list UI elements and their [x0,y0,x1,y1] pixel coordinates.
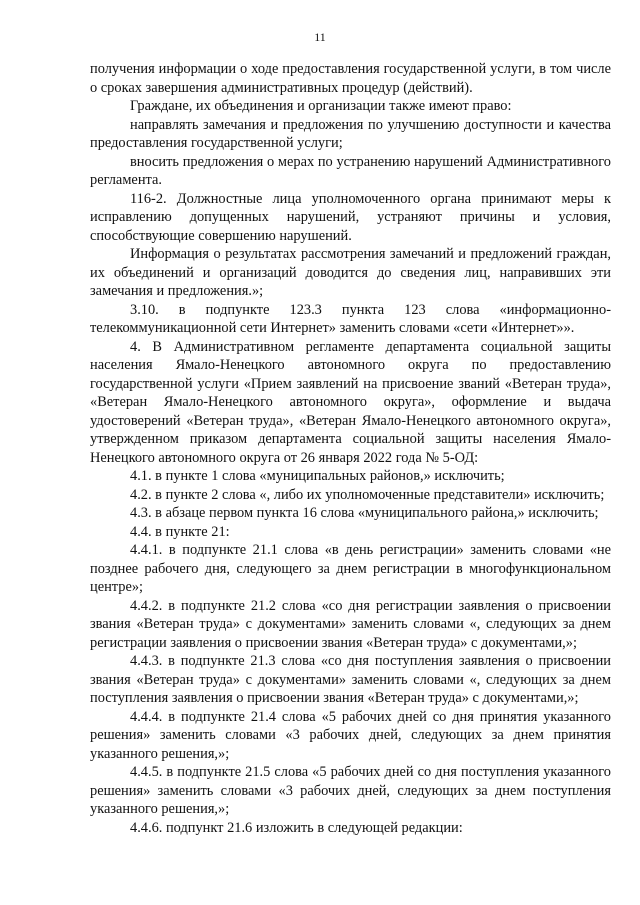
paragraph-4: вносить предложения о мерах по устранению нарушений Административного регламента. [90,153,611,188]
paragraph-11: 4.3. в абзаце первом пункта 16 слова «муниципального района,» исключить; [130,505,599,521]
paragraph-14: 4.4.2. в подпункте 21.2 слова «со дня регистрации заявления о присвоении звания «Ветеран труда» с документами» заменить словами «, следующих за днем регистрации заявления о присвоении звания «Ветеран труда» с документами,»; [90,597,611,651]
paragraph-16: 4.4.4. в подпункте 21.4 слова «5 рабочих дней со дня принятия указанного решения» заменить словами «3 рабочих дней, следующих за днем принятия указанного решения,»; [90,708,611,762]
paragraph-9: 4.1. в пункте 1 слова «муниципальных районов,» исключить; [130,468,505,484]
document-body [90,60,611,837]
paragraph-2: Граждане, их объединения и организации также имеют право: [130,98,512,114]
paragraph-10: 4.2. в пункте 2 слова «, либо их уполномоченные представители» исключить; [130,486,605,503]
paragraph-8: 4. В Административном регламенте департамента социальной защиты населения Ямало-Ненецкого автономного округа по предоставлению государственной услуги «Прием заявлений на присвоение званий «Ветеран труда», «Ветеран Ямало-Ненецкого автономного округа», оформление и выдача удостоверений «Ветеран труда», «Ветеран Ямало-Ненецкого автономного округа», утвержденном приказом департамента социальной защиты населения Ямало-Ненецкого автономного округа от 26 января 2022 года № 5-ОД: [90,338,611,466]
paragraph-1: получения информации о ходе предоставления государственной услуги, в том числе о сроках завершения административных процедур (действий). [90,61,611,96]
paragraph-15: 4.4.3. в подпункте 21.3 слова «со дня поступления заявления о присвоении звания «Ветеран труда» с документами» заменить словами «, следующих за днем поступления заявления о присвоении звания «Ветеран труда» с документами,»; [90,653,611,706]
paragraph-18: 4.4.6. подпункт 21.6 изложить в следующей редакции: [130,819,463,836]
page-number: 11 [314,30,326,44]
paragraph-3: направлять замечания и предложения по улучшению доступности и качества предоставления государственной услуги; [90,116,611,151]
paragraph-6: Информация о результатах рассмотрения замечаний и предложений граждан, их объединений и организаций доводится до сведения лиц, направивших эти замечания и предложения.»; [90,246,611,299]
paragraph-5: 116-2. Должностные лица уполномоченного органа принимают меры к исправлению допущенных нарушений, устраняют причины и условия, способствующие совершению нарушений. [90,190,611,244]
paragraph-17: 4.4.5. в подпункте 21.5 слова «5 рабочих дней со дня поступления указанного решения» заменить словами «3 рабочих дней, следующих за днем поступления указанного решения,»; [90,764,611,817]
paragraph-12: 4.4. в пункте 21: [130,523,230,540]
paragraph-13: 4.4.1. в подпункте 21.1 слова «в день регистрации» заменить словами «не позднее рабочего дня, следующего за днем регистрации в многофункциональном центре»; [90,542,611,595]
paragraph-7: 3.10. в подпункте 123.3 пункта 123 слова «информационно-телекоммуникационной сети Интернет» заменить словами «сети «Интернет»». [90,301,611,336]
